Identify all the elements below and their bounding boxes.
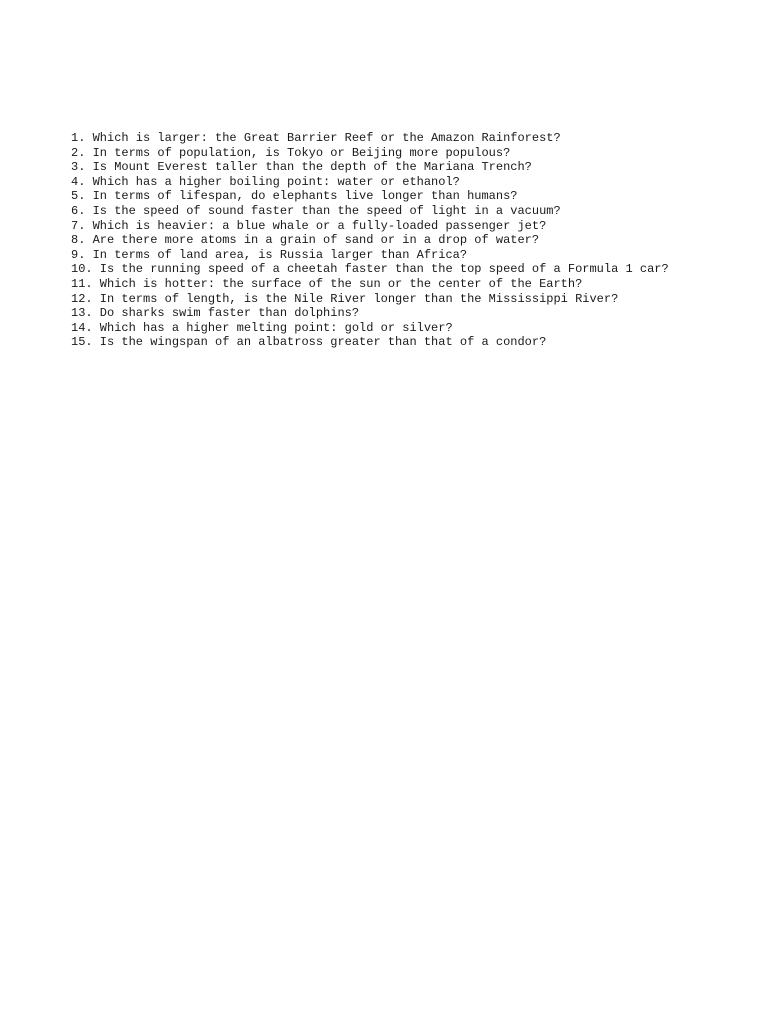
question-line: 9. In terms of land area, is Russia larger than Africa? bbox=[71, 247, 468, 262]
question-line: 8. Are there more atoms in a grain of sand or in a drop of water? bbox=[71, 233, 540, 248]
question-line: 13. Do sharks swim faster than dolphins? bbox=[71, 306, 360, 321]
question-line: 6. Is the speed of sound faster than the speed of light in a vacuum? bbox=[71, 203, 561, 218]
question-line: 12. In terms of length, is the Nile River longer than the Mississippi River? bbox=[71, 291, 619, 306]
question-line: 2. In terms of population, is Tokyo or Beijing more populous? bbox=[71, 145, 511, 160]
question-line: 1. Which is larger: the Great Barrier Reef or the Amazon Rainforest? bbox=[71, 131, 561, 145]
question-line: 15. Is the wingspan of an albatross greater than that of a condor? bbox=[71, 335, 547, 350]
question-line: 4. Which has a higher boiling point: water or ethanol? bbox=[71, 174, 460, 189]
question-line: 10. Is the running speed of a cheetah faster than the top speed of a Formula 1 car? bbox=[71, 262, 669, 277]
question-line: 7. Which is heavier: a blue whale or a fully-loaded passenger jet? bbox=[71, 218, 547, 233]
question-line: 14. Which has a higher melting point: gold or silver? bbox=[71, 320, 453, 335]
question-list bbox=[71, 131, 669, 350]
question-line: 3. Is Mount Everest taller than the depth of the Mariana Trench? bbox=[71, 160, 532, 175]
question-line: 11. Which is hotter: the surface of the sun or the center of the Earth? bbox=[71, 276, 583, 291]
question-line: 5. In terms of lifespan, do elephants live longer than humans? bbox=[71, 189, 518, 204]
